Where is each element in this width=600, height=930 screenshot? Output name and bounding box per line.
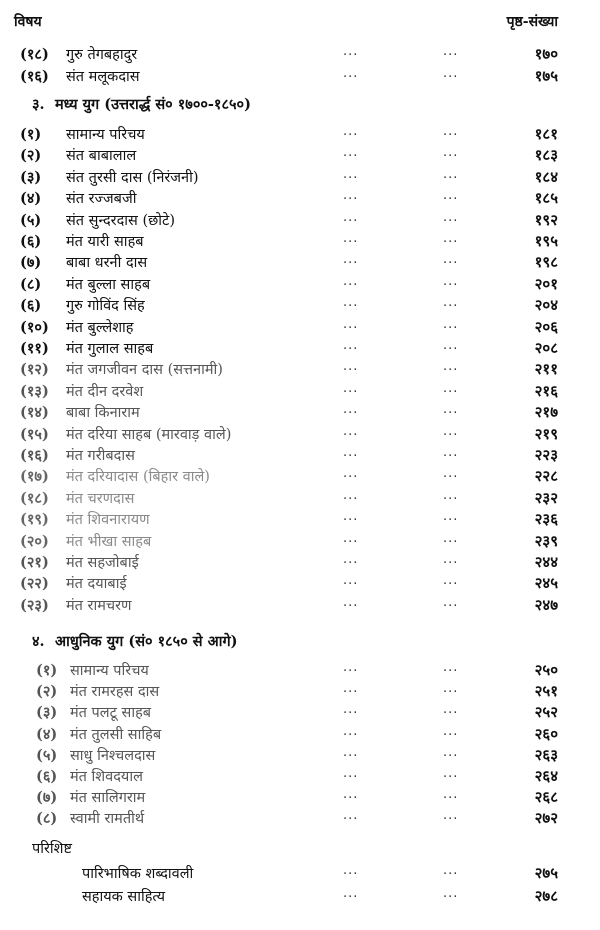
- entry-title: मंत शिवदयाल: [70, 769, 143, 785]
- entry-title: मंत भीखा साहब: [66, 533, 152, 550]
- entry-number: (२१): [20, 554, 49, 571]
- entry-page-number: २४७: [534, 595, 558, 614]
- entry-page-number: २१७: [534, 403, 558, 422]
- entry-page-number: २१६: [534, 381, 558, 400]
- entry-title: संत सुन्दरदास (छोटे): [66, 212, 175, 229]
- toc-entry: [0, 573, 600, 594]
- entry-page-number: २७२: [534, 809, 558, 828]
- entry-title: मंत दरिया साहब (मारवाड़ वाले): [66, 426, 232, 443]
- entry-number: (२): [20, 147, 42, 165]
- leader-dots: ...: [343, 723, 359, 739]
- toc-entry: [0, 531, 600, 552]
- toc-entry: [0, 231, 600, 252]
- entry-page-number: २०८: [534, 339, 558, 357]
- leader-dots: ...: [343, 573, 359, 589]
- leader-dots: ...: [343, 660, 359, 675]
- entry-number: (३): [36, 704, 58, 722]
- appendix-heading: [0, 838, 600, 860]
- leader-dots: ...: [443, 886, 459, 901]
- leader-dots: ...: [443, 423, 459, 439]
- entry-page-number: २३२: [534, 488, 558, 507]
- entry-page-number: २०६: [534, 317, 558, 336]
- entry-title: मंत सालिगराम: [70, 790, 146, 807]
- section-title: आधुनिक युग (सं० १८५० से आगे): [55, 633, 238, 650]
- entry-page-number: २७५: [534, 864, 558, 882]
- entry-number: (४): [20, 190, 42, 208]
- leader-dots: ...: [443, 702, 459, 718]
- toc-entry: [0, 66, 600, 87]
- entry-number: (६): [36, 768, 58, 785]
- entry-title: गुरु गोविंद सिंह: [66, 298, 145, 315]
- entry-title: मंत चरणदास: [66, 490, 135, 507]
- section-title: मध्य युग (उत्तरार्द्ध सं० १७००-१८५०): [55, 96, 251, 113]
- subject-heading: विषय: [14, 14, 42, 30]
- toc-entry: [0, 424, 600, 445]
- toc-entry: [0, 44, 600, 65]
- entry-title: मंत रामरहस दास: [70, 684, 160, 701]
- entry-page-number: १८३: [534, 146, 558, 165]
- entry-title: सामान्य परिचय: [70, 663, 149, 679]
- entry-title: स्वामी रामतीर्थ: [70, 811, 145, 828]
- leader-dots: ...: [443, 723, 459, 739]
- toc-header: [0, 12, 600, 36]
- entry-number: (१६): [20, 447, 49, 464]
- leader-dots: ...: [443, 188, 459, 204]
- entry-page-number: २५१: [534, 682, 558, 701]
- entry-title: बाबा किनाराम: [66, 405, 140, 422]
- toc-entry: [0, 210, 600, 231]
- toc-entry: [0, 724, 600, 745]
- leader-dots: ...: [443, 681, 459, 697]
- entry-title: मंत गरीबदास: [66, 448, 135, 464]
- leader-dots: ...: [343, 273, 359, 289]
- toc-entry: [0, 402, 600, 423]
- entry-page-number: २५२: [534, 703, 558, 722]
- entry-page-number: १८४: [534, 167, 558, 186]
- leader-dots: ...: [343, 487, 359, 503]
- entry-page-number: १९५: [534, 232, 558, 250]
- entry-page-number: २६३: [534, 745, 558, 764]
- entry-number: (८): [36, 810, 58, 828]
- leader-dots: ...: [443, 359, 459, 375]
- section-heading-4: [0, 631, 600, 653]
- leader-dots: ...: [443, 338, 459, 353]
- leader-dots: ...: [443, 273, 459, 289]
- entry-number: (८): [20, 275, 42, 293]
- entry-page-number: १८५: [534, 189, 558, 208]
- leader-dots: ...: [343, 530, 359, 546]
- entry-number: (१८): [20, 46, 49, 63]
- entry-title: सामान्य परिचय: [66, 127, 145, 143]
- entry-page-number: २४५: [534, 574, 558, 593]
- leader-dots: ...: [443, 231, 459, 246]
- entry-number: (७): [20, 254, 42, 272]
- entry-number: (१८): [20, 489, 49, 507]
- entry-page-number: २४४: [534, 553, 558, 571]
- entry-title: बाबा धरनी दास: [66, 255, 148, 272]
- entry-number: (७): [36, 789, 58, 807]
- leader-dots: ...: [343, 787, 359, 803]
- entry-title: पारिभाषिक शब्दावली: [82, 866, 194, 882]
- leader-dots: ...: [343, 188, 359, 204]
- entry-title: मंत जगजीवन दास (सत्तनामी): [66, 362, 223, 379]
- entry-number: (१०): [20, 318, 49, 336]
- leader-dots: ...: [443, 594, 459, 610]
- appendix-title: परिशिष्ट: [32, 841, 73, 857]
- leader-dots: ...: [343, 44, 359, 59]
- leader-dots: ...: [443, 145, 459, 161]
- toc-entry: [0, 886, 600, 907]
- leader-dots: ...: [343, 209, 359, 225]
- leader-dots: ...: [443, 380, 459, 396]
- entry-title: सहायक साहित्य: [82, 889, 166, 905]
- entry-page-number: २५०: [534, 661, 558, 679]
- toc-entry: [0, 745, 600, 766]
- leader-dots: ...: [443, 445, 459, 460]
- entry-number: (१४): [20, 404, 49, 422]
- entry-number: (१९): [20, 511, 49, 529]
- entry-page-number: १७०: [534, 45, 558, 63]
- entry-page-number: २२८: [534, 467, 558, 486]
- leader-dots: ...: [343, 252, 359, 268]
- toc-entry: [0, 188, 600, 209]
- leader-dots: ...: [443, 808, 459, 824]
- entry-title: संत तुरसी दास (निरंजनी): [66, 169, 199, 186]
- leader-dots: ...: [443, 252, 459, 268]
- entry-number: (१५): [20, 425, 49, 443]
- leader-dots: ...: [443, 530, 459, 546]
- entry-number: (१): [20, 126, 42, 143]
- leader-dots: ...: [443, 660, 459, 675]
- leader-dots: ...: [443, 766, 459, 781]
- toc-entry: [0, 552, 600, 573]
- leader-dots: ...: [343, 124, 359, 139]
- entry-number: (२२): [20, 575, 49, 593]
- toc-entry: [0, 787, 600, 808]
- entry-title: मंत यारी साहब: [66, 234, 144, 250]
- entry-page-number: १८१: [534, 125, 558, 143]
- entry-title: मंत दरियादास (बिहार वाले): [66, 469, 210, 486]
- entry-number: (१६): [20, 68, 49, 85]
- leader-dots: ...: [443, 466, 459, 482]
- entry-page-number: २३६: [534, 510, 558, 529]
- entry-page-number: २६०: [534, 724, 558, 743]
- entry-number: (५): [36, 746, 58, 764]
- entry-number: (२३): [20, 596, 49, 614]
- leader-dots: ...: [443, 787, 459, 803]
- entry-page-number: २६८: [534, 788, 558, 807]
- leader-dots: ...: [443, 295, 459, 311]
- leader-dots: ...: [343, 466, 359, 482]
- entry-title: मंत बुल्ला साहब: [66, 276, 151, 293]
- toc-entry: [0, 317, 600, 338]
- entry-page-number: १९२: [534, 210, 558, 229]
- leader-dots: ...: [343, 423, 359, 439]
- toc-entry: [0, 359, 600, 380]
- leader-dots: ...: [343, 552, 359, 567]
- toc-entry: [0, 702, 600, 723]
- leader-dots: ...: [443, 487, 459, 503]
- toc-entry: [0, 295, 600, 316]
- entry-page-number: १७५: [534, 67, 558, 85]
- leader-dots: ...: [343, 359, 359, 375]
- toc-entry: [0, 274, 600, 295]
- leader-dots: ...: [343, 316, 359, 332]
- entry-page-number: २६४: [534, 767, 558, 785]
- toc-entry: [0, 338, 600, 359]
- entry-title: संत रज्जबजी: [66, 191, 137, 208]
- leader-dots: ...: [343, 166, 359, 182]
- page-number-heading: पृष्ठ-संख्या: [506, 14, 558, 30]
- leader-dots: ...: [343, 380, 359, 396]
- toc-entry: [0, 681, 600, 702]
- leader-dots: ...: [343, 145, 359, 161]
- section-heading-3: [0, 94, 600, 116]
- leader-dots: ...: [443, 744, 459, 760]
- leader-dots: ...: [343, 594, 359, 610]
- leader-dots: ...: [343, 66, 359, 81]
- entry-page-number: २०१: [534, 274, 558, 293]
- leader-dots: ...: [443, 863, 459, 878]
- entry-page-number: २३९: [534, 531, 558, 550]
- entry-title: मंत सहजोबाई: [66, 555, 139, 571]
- toc-entry: [0, 595, 600, 616]
- entry-number: (१२): [20, 361, 49, 379]
- toc-entry: [0, 466, 600, 487]
- entry-title: मंत शिवनारायण: [66, 512, 150, 529]
- leader-dots: ...: [343, 681, 359, 697]
- entry-number: (१): [36, 662, 58, 679]
- section-number: ३.: [32, 96, 45, 113]
- entry-title: मंत गुलाल साहब: [66, 341, 154, 357]
- leader-dots: ...: [443, 573, 459, 589]
- entry-title: मंत बुल्लेशाह: [66, 319, 134, 336]
- toc-entry: [0, 252, 600, 273]
- entry-number: (२०): [20, 532, 49, 550]
- toc-entry: [0, 167, 600, 188]
- leader-dots: ...: [443, 44, 459, 59]
- leader-dots: ...: [343, 231, 359, 246]
- entry-title: मंत पलटू साहब: [70, 705, 152, 722]
- toc-entry: [0, 509, 600, 530]
- leader-dots: ...: [343, 808, 359, 824]
- entry-title: साधु निश्चलदास: [70, 747, 156, 764]
- entry-title: संत मलूकदास: [66, 69, 140, 85]
- leader-dots: ...: [343, 295, 359, 311]
- leader-dots: ...: [343, 766, 359, 781]
- section-number: ४.: [32, 633, 45, 650]
- toc-entry: [0, 660, 600, 681]
- toc-entry: [0, 381, 600, 402]
- entry-page-number: २७८: [534, 887, 558, 905]
- toc-entry: [0, 863, 600, 884]
- toc-entry: [0, 766, 600, 787]
- entry-title: मंत रामचरण: [66, 597, 132, 614]
- entry-title: मंत तुलसी साहिब: [70, 726, 162, 743]
- entry-number: (३): [20, 168, 42, 186]
- entry-number: (१७): [20, 468, 49, 486]
- toc-entry: [0, 124, 600, 145]
- leader-dots: ...: [343, 744, 359, 760]
- entry-page-number: २११: [534, 360, 558, 379]
- leader-dots: ...: [443, 316, 459, 332]
- entry-title: मंत दयाबाई: [66, 576, 127, 593]
- leader-dots: ...: [443, 209, 459, 225]
- leader-dots: ...: [343, 886, 359, 901]
- toc-entry: [0, 445, 600, 466]
- entry-title: गुरु तेगबहादुर: [66, 47, 138, 63]
- entry-title: संत बाबालाल: [66, 148, 137, 165]
- toc-entry: [0, 145, 600, 166]
- leader-dots: ...: [443, 166, 459, 182]
- leader-dots: ...: [343, 338, 359, 353]
- toc-entry: [0, 488, 600, 509]
- entry-number: (६): [20, 297, 42, 315]
- entry-number: (११): [20, 340, 49, 357]
- entry-number: (५): [20, 211, 42, 229]
- leader-dots: ...: [443, 66, 459, 81]
- entry-number: (१३): [20, 382, 49, 400]
- leader-dots: ...: [343, 402, 359, 418]
- entry-page-number: २२३: [534, 446, 558, 464]
- leader-dots: ...: [343, 445, 359, 460]
- leader-dots: ...: [443, 124, 459, 139]
- entry-page-number: २०४: [534, 296, 558, 315]
- leader-dots: ...: [343, 509, 359, 525]
- leader-dots: ...: [343, 863, 359, 878]
- entry-number: (२): [36, 683, 58, 701]
- leader-dots: ...: [443, 509, 459, 525]
- toc-entry: [0, 808, 600, 829]
- entry-number: (६): [20, 233, 42, 250]
- leader-dots: ...: [343, 702, 359, 718]
- leader-dots: ...: [443, 552, 459, 567]
- entry-title: मंत दीन दरवेश: [66, 383, 144, 400]
- entry-page-number: १९८: [534, 253, 558, 272]
- leader-dots: ...: [443, 402, 459, 418]
- entry-number: (४): [36, 725, 58, 743]
- entry-page-number: २१९: [534, 424, 558, 443]
